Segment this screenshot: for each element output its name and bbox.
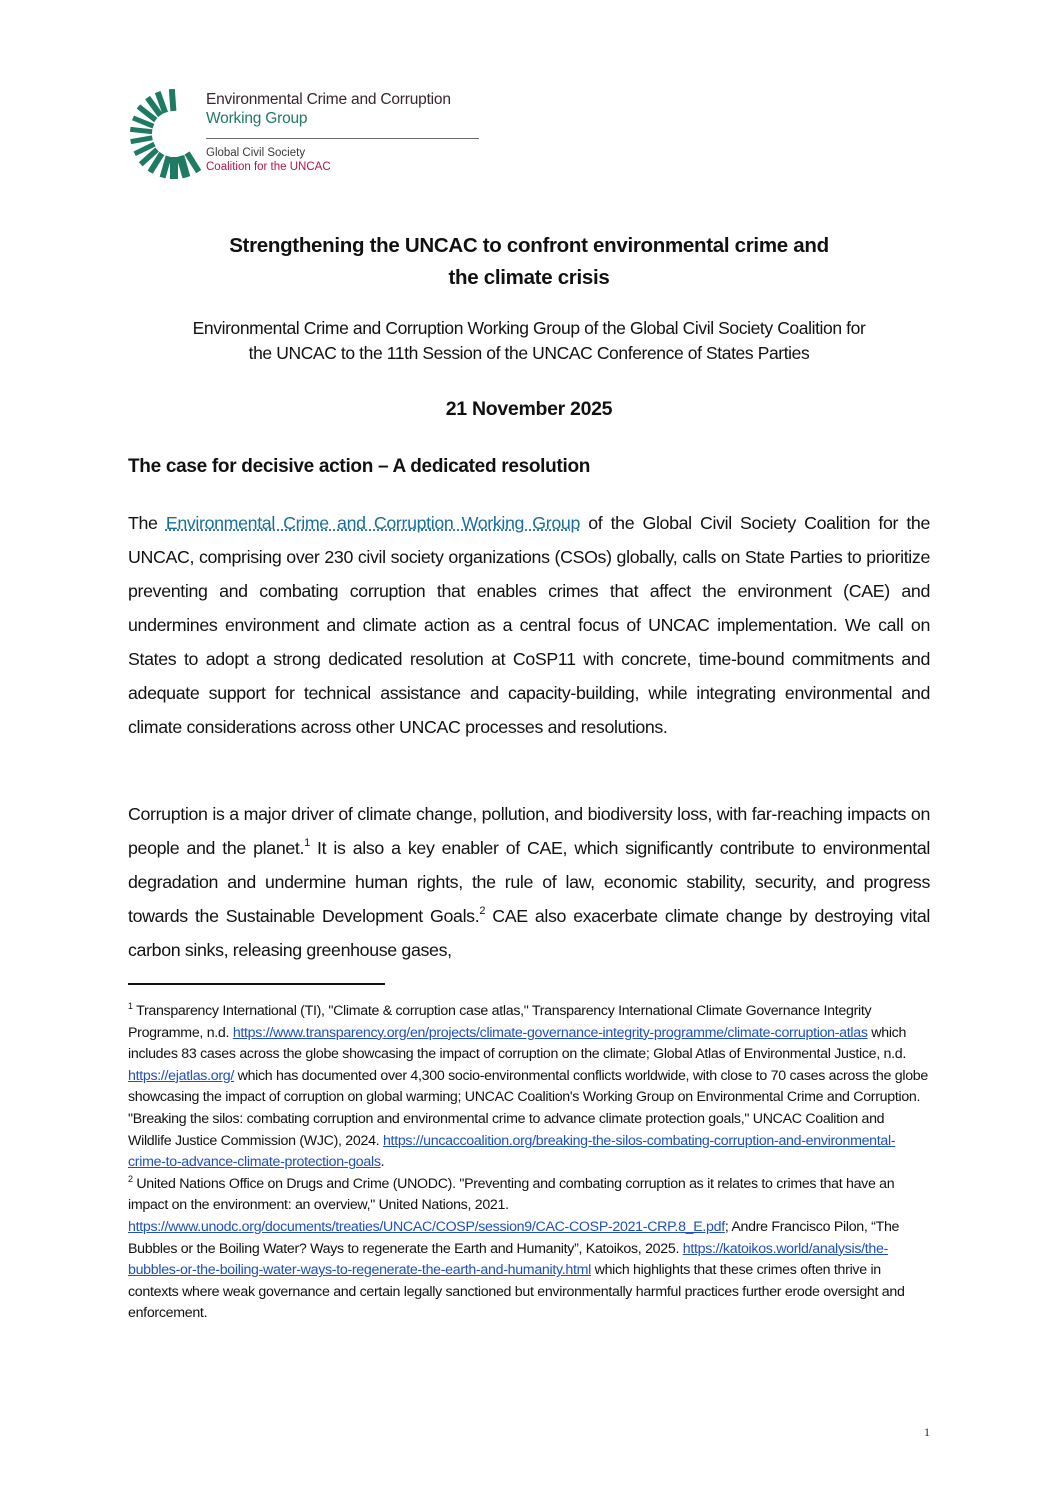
logo-title-line1: Environmental Crime and Corruption	[206, 91, 451, 108]
logo-subtitle	[206, 146, 331, 174]
logo-sub-line2: Coalition for the UNCAC	[206, 161, 331, 173]
footnote-1-text-a: Transparency International (TI), "Climate & corruption case atlas," Transparency International Climate Governance Integrity Programme, n.d.	[128, 1003, 872, 1041]
title-line2: the climate crisis	[448, 266, 610, 289]
footnote-ref-2[interactable]: 2	[479, 905, 486, 917]
section-heading: The case for decisive action – A dedicated resolution	[128, 456, 591, 477]
transparency-atlas-link[interactable]: https://www.transparency.org/en/projects/climate-governance-integrity-programme/climate-corruption-atlas	[232, 1024, 868, 1041]
subtitle-line2: the UNCAC to the 11th Session of the UNCAC Conference of States Parties	[248, 343, 810, 363]
footnotes	[128, 1001, 928, 1325]
page-number: 1	[924, 1425, 930, 1439]
para2-part1: Corruption is a major driver of climate change, pollution, and biodiversity loss, with far-reaching impacts on people and the planet.	[128, 804, 930, 858]
footnote-separator	[128, 983, 385, 985]
logo-sub-line1: Global Civil Society	[206, 147, 306, 159]
footnote-2-text-c: which highlights that these crimes often thrive in contexts where weak governance and certain legally sanctioned but environmentally harmful practices further erode oversight and enforcement.	[128, 1262, 905, 1322]
logo-title-line2: Working Group	[206, 110, 308, 127]
para1-text: of the Global Civil Society Coalition for the UNCAC, comprising over 230 civil society organizations (CSOs) globally, calls on State Parties to prioritize preventing and combating corruption that enables crimes that affect the environment (CAE) and undermines environment and climate action as a central focus of UNCAC implementation. We call on States to adopt a strong dedicated resolution at CoSP11 with concrete, time-bound commitments and adequate support for technical assistance and capacity-building, while integrating environmental and climate considerations across other UNCAC processes and resolutions.	[128, 513, 930, 737]
footnote-1-text-b: which includes 83 cases across the globe showcasing the impact of corruption on the climate; Global Atlas of Environmental Justice, n.d.	[128, 1024, 907, 1063]
katoikos-link[interactable]: https://katoikos.world/analysis/the-bubbles-or-the-boiling-water-ways-to-regenerate-the-earth-and-humanity.html	[128, 1240, 889, 1279]
para2-part3: CAE also exacerbate climate change by destroying vital carbon sinks, releasing greenhouse gases,	[128, 906, 930, 960]
document-date: 21 November 2025	[445, 398, 613, 420]
unodc-pdf-link[interactable]: https://www.unodc.org/documents/treaties/UNCAC/COSP/session9/CAC-COSP-2021-CRP.8_E.pdf	[128, 1218, 725, 1235]
title-line1: Strengthening the UNCAC to confront environmental crime and	[229, 234, 829, 257]
organization-logo	[126, 88, 486, 183]
body-paragraph-1	[128, 506, 930, 744]
footnote-2-text-b: ; Andre Francisco Pilon, “The Bubbles or the Boiling Water? Ways to regenerate the Earth and Humanity”, Katoikos, 2025.	[128, 1218, 900, 1257]
working-group-link[interactable]: Environmental Crime and Corruption Working Group	[165, 513, 580, 533]
sunburst-c-logo-icon	[126, 88, 202, 180]
footnote-1-text-d: .	[380, 1154, 385, 1171]
footnote-2-number: 2	[128, 1173, 133, 1184]
ejatlas-link[interactable]: https://ejatlas.org/	[128, 1067, 234, 1084]
breaking-silos-link[interactable]: https://uncaccoalition.org/breaking-the-silos-combating-corruption-and-environmental-crime-to-advance-climate-protection-goals	[128, 1132, 896, 1171]
footnote-1-text-c: which has documented over 4,300 socio-environmental conflicts worldwide, with close to 70 cases across the globe showcasing the impact of corruption on global warming; UNCAC Coalition's Working Group on Environmental Crime and Corruption. "Breaking the silos: combating corruption and environmental crime to advance climate protection goals," UNCAC Coalition and Wildlife Justice Commission (WJC), 2024.	[128, 1067, 928, 1149]
body-paragraph-2	[128, 797, 930, 967]
logo-title	[206, 90, 451, 128]
para1-prefix: The	[128, 513, 166, 533]
footnote-2-text-a: United Nations Office on Drugs and Crime (UNODC). "Preventing and combating corruption as it relates to crimes that have an impact on the environment: an overview," United Nations, 2021.	[128, 1175, 895, 1214]
footnote-1-number: 1	[128, 1001, 133, 1011]
logo-divider	[206, 138, 479, 139]
footnote-ref-1[interactable]: 1	[304, 837, 310, 849]
para2-part2: It is also a key enabler of CAE, which significantly contribute to environmental degradation and undermine human rights, the rule of law, economic stability, security, and progress towards the Sustainable Development Goals.	[128, 838, 930, 926]
footnote-2	[128, 1174, 928, 1325]
subtitle-line1: Environmental Crime and Corruption Working Group of the Global Civil Society Coalition for	[192, 318, 866, 338]
document-title	[128, 230, 930, 294]
document-subtitle	[120, 316, 938, 366]
footnote-1	[128, 1001, 928, 1174]
